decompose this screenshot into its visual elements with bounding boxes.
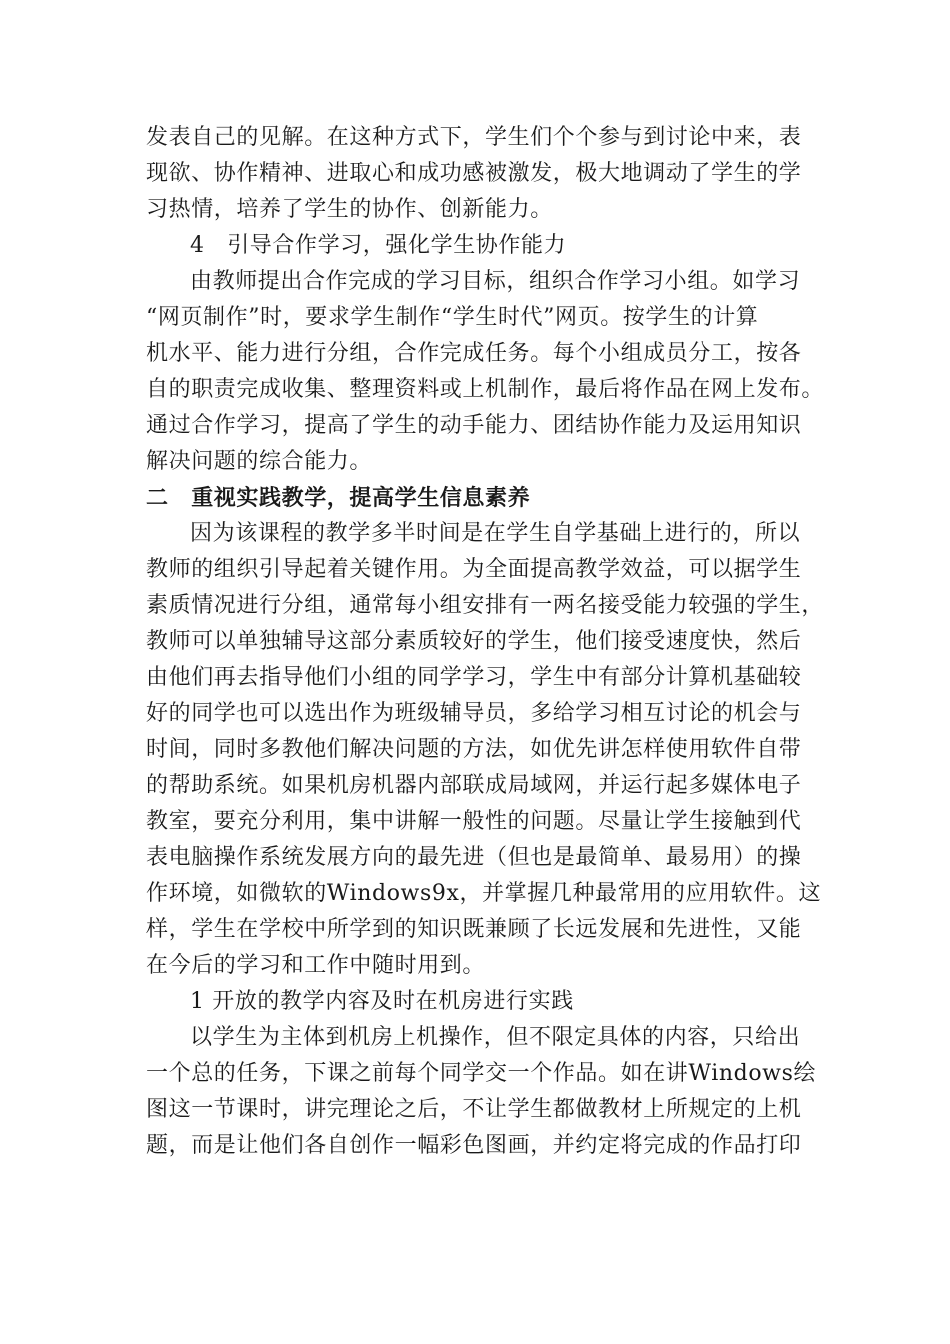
paragraph-line: 在今后的学习和工作中随时用到。: [146, 953, 486, 978]
paragraph-line: 发表自己的见解。在这种方式下，学生们个个参与到讨论中来，表: [146, 125, 802, 150]
section-heading-2: 二 重视实践教学，提高学生信息素养: [146, 485, 531, 511]
document-body: [146, 120, 825, 1164]
subheading-4: 4 引导合作学习，强化学生协作能力: [190, 233, 567, 258]
paragraph-line: 素质情况进行分组，通常每小组安排有一两名接受能力较强的学生，: [146, 593, 825, 618]
paragraph-line: 的帮助系统。如果机房机器内部联成局域网，并运行起多媒体电子: [146, 773, 802, 798]
paragraph-line: 作环境，如微软的Windows9x，并掌握几种最常用的应用软件。这: [146, 881, 822, 906]
paragraph-line: 机水平、能力进行分组，合作完成任务。每个小组成员分工，按各: [146, 341, 802, 366]
paragraph-line: 通过合作学习，提高了学生的动手能力、团结协作能力及运用知识: [146, 413, 802, 438]
paragraph-line: 表电脑操作系统发展方向的最先进（但也是最简单、最易用）的操: [146, 845, 802, 870]
paragraph-line: 解决问题的综合能力。: [146, 449, 373, 474]
paragraph-line: 题，而是让他们各自创作一幅彩色图画，并约定将完成的作品打印: [146, 1133, 802, 1158]
paragraph-line: 习热情，培养了学生的协作、创新能力。: [146, 197, 553, 222]
paragraph-line: 图这一节课时，讲完理论之后，不让学生都做教材上所规定的上机: [146, 1097, 802, 1122]
paragraph-line: 由他们再去指导他们小组的同学学习，学生中有部分计算机基础较: [146, 665, 802, 690]
paragraph-line: 由教师提出合作完成的学习目标，组织合作学习小组。如学习: [190, 269, 801, 294]
paragraph-line: 自的职责完成收集、整理资料或上机制作，最后将作品在网上发布。: [146, 377, 825, 402]
paragraph-line: 现欲、协作精神、进取心和成功感被激发，极大地调动了学生的学: [146, 161, 802, 186]
paragraph-line: 时间，同时多教他们解决问题的方法，如优先讲怎样使用软件自带: [146, 737, 802, 762]
paragraph-line: 教师的组织引导起着关键作用。为全面提高教学效益，可以据学生: [146, 557, 802, 582]
paragraph-line: 好的同学也可以选出作为班级辅导员，多给学习相互讨论的机会与: [146, 701, 802, 726]
paragraph-line: 以学生为主体到机房上机操作，但不限定具体的内容，只给出: [190, 1025, 801, 1050]
paragraph-line: 因为该课程的教学多半时间是在学生自学基础上进行的，所以: [190, 521, 801, 546]
paragraph-line: 样，学生在学校中所学到的知识既兼顾了长远发展和先进性，又能: [146, 917, 802, 942]
paragraph-line: 教师可以单独辅导这部分素质较好的学生，他们接受速度快，然后: [146, 629, 802, 654]
paragraph-line: 教室，要充分利用，集中讲解一般性的问题。尽量让学生接触到代: [146, 809, 802, 834]
paragraph-line: 一个总的任务，下课之前每个同学交一个作品。如在讲Windows绘: [146, 1061, 817, 1086]
paragraph-line: “网页制作”时，要求学生制作“学生时代”网页。按学生的计算: [146, 305, 759, 330]
subheading-1: 1 开放的教学内容及时在机房进行实践: [190, 989, 574, 1014]
